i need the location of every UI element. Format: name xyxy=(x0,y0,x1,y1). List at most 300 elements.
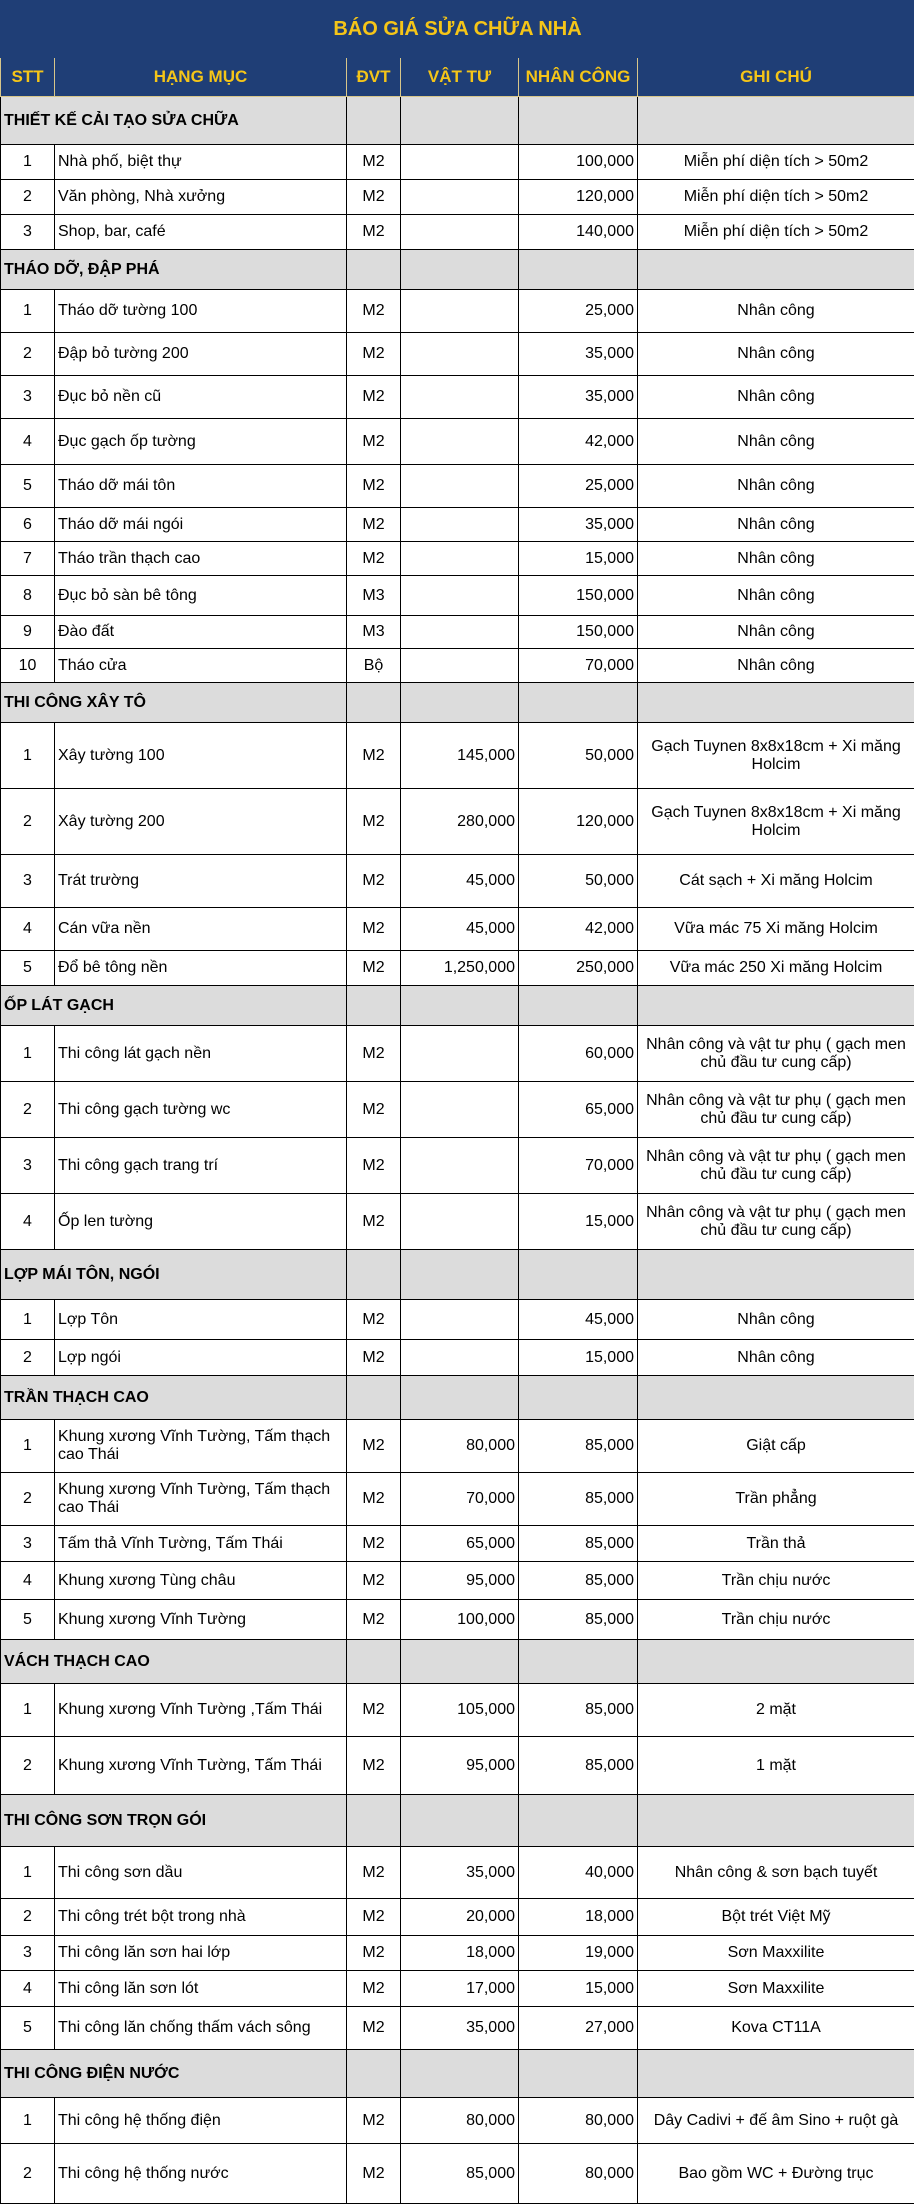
cell-unit: M2 xyxy=(347,290,401,333)
cell-material: 70,000 xyxy=(401,1473,519,1526)
cell-stt: 2 xyxy=(1,1473,55,1526)
cell-labor: 35,000 xyxy=(519,376,638,419)
table-row xyxy=(1,419,914,465)
cell-item: Lợp Tôn xyxy=(55,1300,347,1340)
section-empty-cell xyxy=(347,1250,401,1300)
section-empty-cell xyxy=(638,1640,914,1684)
cell-labor: 60,000 xyxy=(519,1026,638,1082)
cell-note: Vữa mác 250 Xi măng Holcim xyxy=(638,951,914,986)
table-row xyxy=(1,1847,914,1899)
cell-material: 85,000 xyxy=(401,2144,519,2204)
cell-labor: 250,000 xyxy=(519,951,638,986)
cell-unit: M2 xyxy=(347,1847,401,1899)
cell-unit: M2 xyxy=(347,2098,401,2144)
cell-labor: 35,000 xyxy=(519,508,638,542)
section-header-row xyxy=(1,97,914,145)
cell-labor: 85,000 xyxy=(519,1420,638,1473)
cell-item: Khung xương Vĩnh Tường xyxy=(55,1600,347,1640)
cell-item: Thi công lăn chống thấm vách sông xyxy=(55,2007,347,2050)
cell-material xyxy=(401,465,519,508)
cell-note: Nhân công & sơn bạch tuyết xyxy=(638,1847,914,1899)
cell-item: Tháo cửa xyxy=(55,649,347,683)
table-row xyxy=(1,333,914,376)
cell-labor: 40,000 xyxy=(519,1847,638,1899)
table-row xyxy=(1,2098,914,2144)
section-title: THIẾT KẾ CẢI TẠO SỬA CHỮA xyxy=(1,97,347,145)
cell-labor: 50,000 xyxy=(519,723,638,789)
table-row xyxy=(1,908,914,951)
section-empty-cell xyxy=(638,2050,914,2098)
section-empty-cell xyxy=(638,250,914,290)
header-unit: ĐVT xyxy=(347,58,401,97)
section-header-row xyxy=(1,1640,914,1684)
section-empty-cell xyxy=(401,986,519,1026)
table-row xyxy=(1,1194,914,1250)
cell-material xyxy=(401,1082,519,1138)
cell-item: Xây tường 200 xyxy=(55,789,347,855)
cell-item: Tháo dỡ tường 100 xyxy=(55,290,347,333)
section-title: THÁO DỠ, ĐẬP PHÁ xyxy=(1,250,347,290)
cell-stt: 6 xyxy=(1,508,55,542)
cell-item: Đục gạch ốp tường xyxy=(55,419,347,465)
cell-stt: 5 xyxy=(1,1600,55,1640)
cell-item: Ốp len tường xyxy=(55,1194,347,1250)
cell-note: Trần phẳng xyxy=(638,1473,914,1526)
cell-item: Đập bỏ tường 200 xyxy=(55,333,347,376)
cell-labor: 19,000 xyxy=(519,1936,638,1971)
cell-unit: M2 xyxy=(347,180,401,215)
cell-material: 45,000 xyxy=(401,908,519,951)
cell-item: Thi công gạch trang trí xyxy=(55,1138,347,1194)
table-row xyxy=(1,1026,914,1082)
cell-item: Thi công lăn sơn lót xyxy=(55,1971,347,2007)
cell-material xyxy=(401,1138,519,1194)
table-row xyxy=(1,542,914,576)
cell-unit: M2 xyxy=(347,2007,401,2050)
cell-unit: M2 xyxy=(347,723,401,789)
cell-stt: 2 xyxy=(1,2144,55,2204)
cell-note: Nhân công xyxy=(638,616,914,649)
cell-material xyxy=(401,376,519,419)
cell-material xyxy=(401,1194,519,1250)
cell-unit: M2 xyxy=(347,855,401,908)
cell-item: Văn phòng, Nhà xưởng xyxy=(55,180,347,215)
cell-unit: M2 xyxy=(347,1684,401,1737)
cell-labor: 80,000 xyxy=(519,2098,638,2144)
section-header-row xyxy=(1,250,914,290)
section-header-row xyxy=(1,986,914,1026)
header-note: GHI CHÚ xyxy=(638,58,914,97)
cell-material xyxy=(401,1300,519,1340)
table-row xyxy=(1,616,914,649)
section-empty-cell xyxy=(519,1795,638,1847)
table-row xyxy=(1,1473,914,1526)
table-row xyxy=(1,1526,914,1562)
cell-unit: M2 xyxy=(347,1473,401,1526)
cell-labor: 120,000 xyxy=(519,789,638,855)
cell-note: Dây Cadivi + đế âm Sino + ruột gà xyxy=(638,2098,914,2144)
section-title: THI CÔNG XÂY TÔ xyxy=(1,683,347,723)
cell-material xyxy=(401,180,519,215)
cell-note: Nhân công và vật tư phụ ( gạch men chủ đầu tư cung cấp) xyxy=(638,1194,914,1250)
table-row xyxy=(1,1737,914,1795)
section-title: LỢP MÁI TÔN, NGÓI xyxy=(1,1250,347,1300)
cell-stt: 8 xyxy=(1,576,55,616)
cell-stt: 2 xyxy=(1,1737,55,1795)
cell-labor: 35,000 xyxy=(519,333,638,376)
cell-unit: M2 xyxy=(347,1562,401,1600)
cell-labor: 140,000 xyxy=(519,215,638,250)
cell-item: Thi công lăn sơn hai lớp xyxy=(55,1936,347,1971)
cell-labor: 42,000 xyxy=(519,419,638,465)
table-row xyxy=(1,1082,914,1138)
section-empty-cell xyxy=(638,1250,914,1300)
cell-note: Nhân công xyxy=(638,576,914,616)
cell-labor: 27,000 xyxy=(519,2007,638,2050)
cell-item: Thi công hệ thống điện xyxy=(55,2098,347,2144)
section-empty-cell xyxy=(347,1376,401,1420)
table-row xyxy=(1,215,914,250)
header-stt: STT xyxy=(1,58,55,97)
table-row xyxy=(1,723,914,789)
cell-stt: 3 xyxy=(1,1936,55,1971)
cell-material xyxy=(401,576,519,616)
cell-labor: 85,000 xyxy=(519,1473,638,1526)
cell-unit: M2 xyxy=(347,1420,401,1473)
cell-stt: 1 xyxy=(1,1026,55,1082)
table-row xyxy=(1,290,914,333)
cell-unit: M2 xyxy=(347,908,401,951)
cell-unit: M2 xyxy=(347,215,401,250)
section-empty-cell xyxy=(519,1376,638,1420)
cell-labor: 15,000 xyxy=(519,1340,638,1376)
cell-material: 100,000 xyxy=(401,1600,519,1640)
cell-labor: 25,000 xyxy=(519,290,638,333)
cell-note: Nhân công xyxy=(638,1340,914,1376)
cell-stt: 4 xyxy=(1,1971,55,2007)
section-title: THI CÔNG ĐIỆN NƯỚC xyxy=(1,2050,347,2098)
cell-item: Khung xương Vĩnh Tường, Tấm thạch cao Thái xyxy=(55,1420,347,1473)
cell-labor: 70,000 xyxy=(519,649,638,683)
cell-item: Xây tường 100 xyxy=(55,723,347,789)
cell-note: Nhân công xyxy=(638,419,914,465)
cell-material xyxy=(401,145,519,180)
section-empty-cell xyxy=(519,683,638,723)
cell-material xyxy=(401,649,519,683)
cell-note: Nhân công xyxy=(638,376,914,419)
cell-material: 18,000 xyxy=(401,1936,519,1971)
cell-unit: M2 xyxy=(347,1899,401,1936)
table-row xyxy=(1,508,914,542)
cell-note: Vữa mác 75 Xi măng Holcim xyxy=(638,908,914,951)
table-row xyxy=(1,789,914,855)
header-material: VẬT TƯ xyxy=(401,58,519,97)
cell-labor: 25,000 xyxy=(519,465,638,508)
cell-unit: M2 xyxy=(347,1138,401,1194)
cell-stt: 4 xyxy=(1,1562,55,1600)
cell-material: 95,000 xyxy=(401,1737,519,1795)
cell-stt: 9 xyxy=(1,616,55,649)
section-empty-cell xyxy=(638,683,914,723)
cell-note: Sơn Maxxilite xyxy=(638,1971,914,2007)
cell-item: Cán vữa nền xyxy=(55,908,347,951)
cell-material xyxy=(401,419,519,465)
section-empty-cell xyxy=(638,97,914,145)
cell-unit: M3 xyxy=(347,576,401,616)
cell-labor: 85,000 xyxy=(519,1526,638,1562)
section-empty-cell xyxy=(401,1250,519,1300)
cell-item: Đục bỏ sàn bê tông xyxy=(55,576,347,616)
cell-unit: M2 xyxy=(347,1194,401,1250)
table-row xyxy=(1,376,914,419)
cell-unit: M2 xyxy=(347,1082,401,1138)
cell-note: Nhân công và vật tư phụ ( gạch men chủ đầu tư cung cấp) xyxy=(638,1082,914,1138)
table-body xyxy=(1,97,914,2204)
cell-stt: 3 xyxy=(1,376,55,419)
section-empty-cell xyxy=(519,2050,638,2098)
cell-stt: 5 xyxy=(1,951,55,986)
section-empty-cell xyxy=(638,1795,914,1847)
cell-stt: 3 xyxy=(1,1138,55,1194)
cell-material: 80,000 xyxy=(401,1420,519,1473)
cell-note: Trần thả xyxy=(638,1526,914,1562)
cell-labor: 85,000 xyxy=(519,1684,638,1737)
cell-item: Thi công lát gạch nền xyxy=(55,1026,347,1082)
cell-labor: 80,000 xyxy=(519,2144,638,2204)
cell-note: Nhân công và vật tư phụ ( gạch men chủ đầu tư cung cấp) xyxy=(638,1138,914,1194)
cell-labor: 85,000 xyxy=(519,1562,638,1600)
table-row xyxy=(1,1138,914,1194)
cell-note: 1 mặt xyxy=(638,1737,914,1795)
cell-note: Gạch Tuynen 8x8x18cm + Xi măng Holcim xyxy=(638,723,914,789)
cell-labor: 65,000 xyxy=(519,1082,638,1138)
cell-unit: M2 xyxy=(347,145,401,180)
cell-stt: 1 xyxy=(1,290,55,333)
cell-note: Bao gồm WC + Đường trục xyxy=(638,2144,914,2204)
header-labor: NHÂN CÔNG xyxy=(519,58,638,97)
cell-material: 65,000 xyxy=(401,1526,519,1562)
cell-material: 45,000 xyxy=(401,855,519,908)
cell-stt: 1 xyxy=(1,723,55,789)
table-row xyxy=(1,951,914,986)
cell-note: Trần chịu nước xyxy=(638,1562,914,1600)
cell-note: Bột trét Việt Mỹ xyxy=(638,1899,914,1936)
cell-note: Nhân công và vật tư phụ ( gạch men chủ đầu tư cung cấp) xyxy=(638,1026,914,1082)
cell-material xyxy=(401,542,519,576)
cell-note: Nhân công xyxy=(638,508,914,542)
table-row xyxy=(1,855,914,908)
cell-stt: 5 xyxy=(1,2007,55,2050)
section-empty-cell xyxy=(401,97,519,145)
cell-stt: 4 xyxy=(1,908,55,951)
cell-note: Gạch Tuynen 8x8x18cm + Xi măng Holcim xyxy=(638,789,914,855)
cell-material xyxy=(401,290,519,333)
cell-stt: 3 xyxy=(1,215,55,250)
cell-unit: M2 xyxy=(347,2144,401,2204)
section-empty-cell xyxy=(347,2050,401,2098)
section-title: VÁCH THẠCH CAO xyxy=(1,1640,347,1684)
table-row xyxy=(1,576,914,616)
cell-unit: M2 xyxy=(347,465,401,508)
section-header-row xyxy=(1,1250,914,1300)
section-header-row xyxy=(1,1376,914,1420)
cell-stt: 2 xyxy=(1,180,55,215)
table-row xyxy=(1,649,914,683)
cell-note: Miễn phí diện tích > 50m2 xyxy=(638,145,914,180)
section-empty-cell xyxy=(347,250,401,290)
cell-note: Cát sạch + Xi măng Holcim xyxy=(638,855,914,908)
cell-material: 35,000 xyxy=(401,2007,519,2050)
cell-unit: M2 xyxy=(347,333,401,376)
cell-note: Nhân công xyxy=(638,290,914,333)
cell-note: Nhân công xyxy=(638,542,914,576)
header-row xyxy=(1,58,914,97)
cell-note: Nhân công xyxy=(638,465,914,508)
cell-unit: M2 xyxy=(347,419,401,465)
table-row xyxy=(1,1340,914,1376)
cell-stt: 5 xyxy=(1,465,55,508)
section-empty-cell xyxy=(347,1640,401,1684)
cell-labor: 15,000 xyxy=(519,1194,638,1250)
cell-material xyxy=(401,215,519,250)
section-empty-cell xyxy=(347,986,401,1026)
section-empty-cell xyxy=(401,2050,519,2098)
cell-note: Kova CT11A xyxy=(638,2007,914,2050)
cell-note: Sơn Maxxilite xyxy=(638,1936,914,1971)
section-title: THI CÔNG SƠN TRỌN GÓI xyxy=(1,1795,347,1847)
section-empty-cell xyxy=(519,986,638,1026)
cell-item: Tấm thả Vĩnh Tường, Tấm Thái xyxy=(55,1526,347,1562)
section-header-row xyxy=(1,683,914,723)
page-title: BÁO GIÁ SỬA CHỮA NHÀ xyxy=(1,1,914,58)
cell-stt: 1 xyxy=(1,145,55,180)
cell-unit: M2 xyxy=(347,1340,401,1376)
cell-unit: M2 xyxy=(347,1526,401,1562)
cell-item: Khung xương Vĩnh Tường ,Tấm Thái xyxy=(55,1684,347,1737)
table-row xyxy=(1,1684,914,1737)
table-row xyxy=(1,1420,914,1473)
cell-stt: 1 xyxy=(1,1420,55,1473)
cell-material xyxy=(401,333,519,376)
cell-item: Thi công trét bột trong nhà xyxy=(55,1899,347,1936)
section-title: TRẦN THẠCH CAO xyxy=(1,1376,347,1420)
section-empty-cell xyxy=(347,1795,401,1847)
cell-stt: 4 xyxy=(1,1194,55,1250)
cell-material: 20,000 xyxy=(401,1899,519,1936)
cell-stt: 2 xyxy=(1,1340,55,1376)
section-empty-cell xyxy=(519,1250,638,1300)
table-row xyxy=(1,1971,914,2007)
cell-labor: 70,000 xyxy=(519,1138,638,1194)
cell-material: 105,000 xyxy=(401,1684,519,1737)
cell-material: 95,000 xyxy=(401,1562,519,1600)
cell-labor: 150,000 xyxy=(519,576,638,616)
cell-item: Tháo trần thạch cao xyxy=(55,542,347,576)
cell-stt: 1 xyxy=(1,1300,55,1340)
cell-material xyxy=(401,1340,519,1376)
table-row xyxy=(1,465,914,508)
table-row xyxy=(1,1300,914,1340)
cell-material: 17,000 xyxy=(401,1971,519,2007)
cell-unit: M2 xyxy=(347,1971,401,2007)
cell-item: Đào đất xyxy=(55,616,347,649)
section-empty-cell xyxy=(638,986,914,1026)
cell-stt: 10 xyxy=(1,649,55,683)
cell-labor: 85,000 xyxy=(519,1600,638,1640)
cell-labor: 42,000 xyxy=(519,908,638,951)
cell-stt: 1 xyxy=(1,1684,55,1737)
cell-stt: 2 xyxy=(1,1899,55,1936)
cell-stt: 3 xyxy=(1,1526,55,1562)
cell-labor: 50,000 xyxy=(519,855,638,908)
cell-unit: M2 xyxy=(347,1600,401,1640)
section-empty-cell xyxy=(401,683,519,723)
cell-item: Shop, bar, café xyxy=(55,215,347,250)
table-row xyxy=(1,1562,914,1600)
cell-stt: 7 xyxy=(1,542,55,576)
cell-note: Miễn phí diện tích > 50m2 xyxy=(638,215,914,250)
cell-note: Nhân công xyxy=(638,333,914,376)
cell-material: 280,000 xyxy=(401,789,519,855)
cell-material xyxy=(401,1026,519,1082)
cell-material xyxy=(401,508,519,542)
table-row xyxy=(1,1936,914,1971)
cell-note: Giật cấp xyxy=(638,1420,914,1473)
cell-item: Thi công hệ thống nước xyxy=(55,2144,347,2204)
cell-labor: 18,000 xyxy=(519,1899,638,1936)
section-header-row xyxy=(1,2050,914,2098)
cell-note: Nhân công xyxy=(638,649,914,683)
cell-item: Khung xương Vĩnh Tường, Tấm Thái xyxy=(55,1737,347,1795)
cell-stt: 4 xyxy=(1,419,55,465)
cell-unit: M2 xyxy=(347,1026,401,1082)
cell-item: Thi công sơn dầu xyxy=(55,1847,347,1899)
cell-unit: M2 xyxy=(347,542,401,576)
cell-item: Trát trường xyxy=(55,855,347,908)
cell-stt: 2 xyxy=(1,333,55,376)
section-title: ỐP LÁT GẠCH xyxy=(1,986,347,1026)
cell-item: Khung xương Tùng châu xyxy=(55,1562,347,1600)
cell-note: 2 mặt xyxy=(638,1684,914,1737)
cell-labor: 15,000 xyxy=(519,1971,638,2007)
cell-item: Tháo dỡ mái tôn xyxy=(55,465,347,508)
cell-item: Khung xương Vĩnh Tường, Tấm thạch cao Thái xyxy=(55,1473,347,1526)
cell-material: 1,250,000 xyxy=(401,951,519,986)
cell-unit: M2 xyxy=(347,951,401,986)
table-row xyxy=(1,1899,914,1936)
cell-stt: 1 xyxy=(1,2098,55,2144)
section-empty-cell xyxy=(401,250,519,290)
cell-material: 145,000 xyxy=(401,723,519,789)
table-row xyxy=(1,2007,914,2050)
cell-unit: M2 xyxy=(347,1737,401,1795)
table-row xyxy=(1,2144,914,2204)
cell-stt: 3 xyxy=(1,855,55,908)
cell-labor: 100,000 xyxy=(519,145,638,180)
cell-unit: M2 xyxy=(347,508,401,542)
cell-item: Đổ bê tông nền xyxy=(55,951,347,986)
cell-item: Nhà phố, biệt thự xyxy=(55,145,347,180)
cell-stt: 1 xyxy=(1,1847,55,1899)
cell-labor: 85,000 xyxy=(519,1737,638,1795)
cell-labor: 45,000 xyxy=(519,1300,638,1340)
cell-labor: 150,000 xyxy=(519,616,638,649)
table-row xyxy=(1,1600,914,1640)
cell-unit: M2 xyxy=(347,1300,401,1340)
cell-material: 35,000 xyxy=(401,1847,519,1899)
cell-note: Miễn phí diện tích > 50m2 xyxy=(638,180,914,215)
cell-note: Trần chịu nước xyxy=(638,1600,914,1640)
